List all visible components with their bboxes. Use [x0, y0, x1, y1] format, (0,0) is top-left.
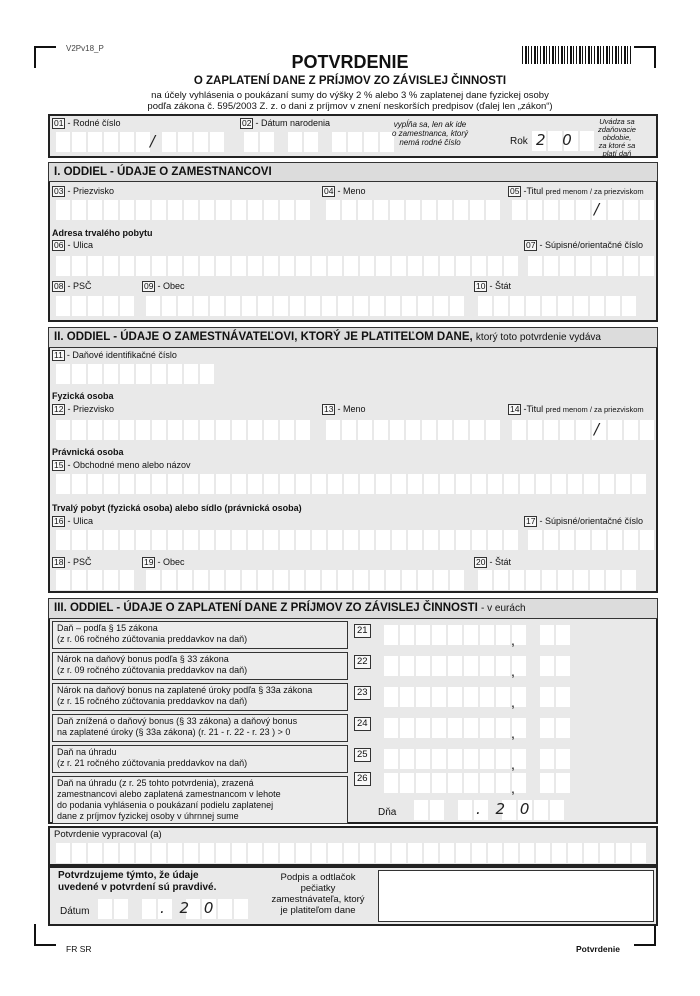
year-label: Rok	[510, 136, 528, 147]
field-16-label: 16 - Ulica	[54, 516, 93, 526]
row-22-label: Nárok na daňový bonus podľa § 33 zákona (z r. 09 ročného zúčtovania preddavkov na daň)	[52, 652, 348, 680]
row-21-label: Daň – podľa § 15 zákona (z r. 06 ročného zúčtovania preddavkov na daň)	[52, 621, 348, 649]
corner-mark-bl	[34, 924, 56, 946]
employer-surname-input[interactable]	[56, 420, 310, 440]
footer-issuer: FR SR	[66, 944, 92, 954]
residence-heading: Trvalý pobyt (fyzická osoba) alebo sídlo (právnická osoba)	[52, 503, 302, 513]
row-26-amount-input[interactable]	[384, 773, 570, 793]
employer-title-slash: /	[594, 420, 600, 438]
field-13-label: 13 - Meno	[324, 404, 366, 414]
signature-stamp-area[interactable]	[378, 870, 654, 922]
row-21-amount-input[interactable]	[384, 625, 570, 645]
row-24-comma: ,	[511, 725, 515, 741]
section-2-title: II. ODDIEL - ÚDAJE O ZAMESTNÁVATEĽOVI, KTORÝ JE PLATITEĽOM DANE, ktorý toto potvrdenie vydáva	[48, 327, 658, 348]
employer-zip-input[interactable]	[56, 570, 134, 590]
year-prefix: 2 0	[536, 131, 578, 149]
legal-person-heading: Právnická osoba	[52, 447, 124, 457]
employee-surname-input[interactable]	[56, 200, 310, 220]
address-heading: Adresa trvalého pobytu	[52, 228, 153, 238]
row-26-comma: ,	[511, 780, 515, 796]
footer-document-name: Potvrdenie	[576, 944, 620, 954]
field-09-label: 09 - Obec	[144, 281, 185, 291]
confirmation-text: Potvrdzujeme týmto, že údaje uvedené v potvrdení sú pravdivé.	[58, 870, 217, 893]
date-label: Dátum	[60, 906, 90, 917]
row-22-comma: ,	[511, 663, 515, 679]
field-18-label: 18 - PSČ	[54, 557, 92, 567]
row-26-number: 26	[354, 772, 371, 786]
row-22-number: 22	[354, 655, 371, 669]
birth-date-note: vypĺňa sa, len ak ide o zamestnanca, ktorý nemá rodné číslo	[392, 120, 469, 147]
field-02-label: 02 - Dátum narodenia	[242, 118, 331, 128]
field-15-label: 15 - Obchodné meno alebo názov	[54, 460, 191, 470]
payment-date-label: Dňa	[378, 807, 397, 818]
form-code: V2Pv18_P	[66, 44, 104, 53]
employer-title-input[interactable]	[512, 420, 654, 440]
field-11-label: 11 - Daňové identifikačné číslo	[54, 350, 177, 360]
employee-zip-input[interactable]	[56, 296, 134, 316]
row-25-amount-input[interactable]	[384, 749, 570, 769]
field-20-label: 20 - Štát	[476, 557, 511, 567]
field-05-label: 05 -Titul pred menom / za priezviskom	[510, 186, 644, 196]
section-3-title: III. ODDIEL - ÚDAJE O ZAPLATENÍ DANE Z PRÍJMOV ZO ZÁVISLEJ ČINNOSTI - v eurách	[48, 598, 658, 619]
field-14-label: 14 -Titul pred menom / za priezviskom	[510, 404, 644, 414]
row-24-label: Daň znížená o daňový bonus (§ 33 zákona) a daňový bonus na zaplatené úroky (§ 33a zákona) (r. 21 - r. 22 - r. 23 ) > 0	[52, 714, 348, 742]
form-subtitle: O ZAPLATENÍ DANE Z PRÍJMOV ZO ZÁVISLEJ ČINNOSTI	[193, 75, 507, 87]
row-23-label: Nárok na daňový bonus na zaplatené úroky podľa § 33a zákona (z r. 15 ročného zúčtovania preddavkov na daň)	[52, 683, 348, 711]
employee-name-input[interactable]	[326, 200, 500, 220]
form-title: POTVRDENIE	[291, 52, 409, 72]
field-04-label: 04 - Meno	[324, 186, 366, 196]
row-23-comma: ,	[511, 694, 515, 710]
natural-person-heading: Fyzická osoba	[52, 391, 114, 401]
field-03-label: 03 - Priezvisko	[54, 186, 114, 196]
row-25-number: 25	[354, 748, 371, 762]
section-1-title: I. ODDIEL - ÚDAJE O ZAMESTNANCOVI	[48, 162, 658, 182]
prepared-by-input[interactable]	[56, 843, 646, 863]
employee-city-input[interactable]	[146, 296, 464, 316]
field-08-label: 08 - PSČ	[54, 281, 92, 291]
field-07-label: 07 - Súpisné/orientačné číslo	[526, 240, 644, 250]
row-24-number: 24	[354, 717, 371, 731]
form-description-2: podľa zákona č. 595/2003 Z. z. o dani z príjmov v znení neskorších predpisov (ďalej len „zákon“)	[147, 101, 553, 112]
field-01-label: 01 - Rodné číslo	[54, 118, 121, 128]
birth-number-slash: /	[150, 132, 156, 150]
employer-country-input[interactable]	[478, 570, 636, 590]
row-25-comma: ,	[511, 756, 515, 772]
period-note: Uvádza sa zdaňovacie obdobie, za ktoré sa platí daň	[598, 117, 636, 158]
employer-house-number-input[interactable]	[528, 530, 654, 550]
field-06-label: 06 - Ulica	[54, 240, 93, 250]
employer-name-input[interactable]	[326, 420, 500, 440]
field-12-label: 12 - Priezvisko	[54, 404, 114, 414]
employee-title-input[interactable]	[512, 200, 654, 220]
row-21-comma: ,	[511, 632, 515, 648]
stamp-caption: Podpis a odtlačok pečiatky zamestnávateľa, ktorý je platiteľom dane	[271, 872, 365, 916]
employee-street-input[interactable]	[56, 256, 518, 276]
payment-date-year-prefix: . 2 0	[476, 800, 535, 818]
employee-country-input[interactable]	[478, 296, 636, 316]
row-24-amount-input[interactable]	[384, 718, 570, 738]
field-10-label: 10 - Štát	[476, 281, 511, 291]
row-26-label: Daň na úhradu (z r. 25 tohto potvrdenia), zrazená zamestnancovi alebo zaplatená zamestnancom v lehote do podania vyhlásenia o poukázaní podielu zaplatenej dane z príjmov fyzickej osoby v úhrnnej sume	[52, 776, 348, 824]
confirmation-year-prefix: . 2 0	[160, 899, 219, 917]
employer-street-input[interactable]	[56, 530, 518, 550]
form-description-1: na účely vyhlásenia o poukázaní sumy do výšky 2 % alebo 3 % zaplatenej dane fyzickej osoby	[151, 90, 549, 101]
row-23-amount-input[interactable]	[384, 687, 570, 707]
birth-date-input[interactable]	[244, 132, 394, 152]
employer-city-input[interactable]	[146, 570, 464, 590]
tax-id-input[interactable]	[56, 364, 214, 384]
row-25-label: Daň na úhradu (z r. 21 ročného zúčtovania preddavkov na daň)	[52, 745, 348, 773]
employee-house-number-input[interactable]	[528, 256, 654, 276]
row-22-amount-input[interactable]	[384, 656, 570, 676]
prepared-by-label: Potvrdenie vypracoval (a)	[54, 829, 162, 840]
field-17-label: 17 - Súpisné/orientačné číslo	[526, 516, 644, 526]
row-23-number: 23	[354, 686, 371, 700]
birth-number-input[interactable]	[56, 132, 224, 152]
row-21-number: 21	[354, 624, 371, 638]
company-name-input[interactable]	[56, 474, 646, 494]
title-slash: /	[594, 200, 600, 218]
field-19-label: 19 - Obec	[144, 557, 185, 567]
corner-mark-br	[634, 924, 656, 946]
